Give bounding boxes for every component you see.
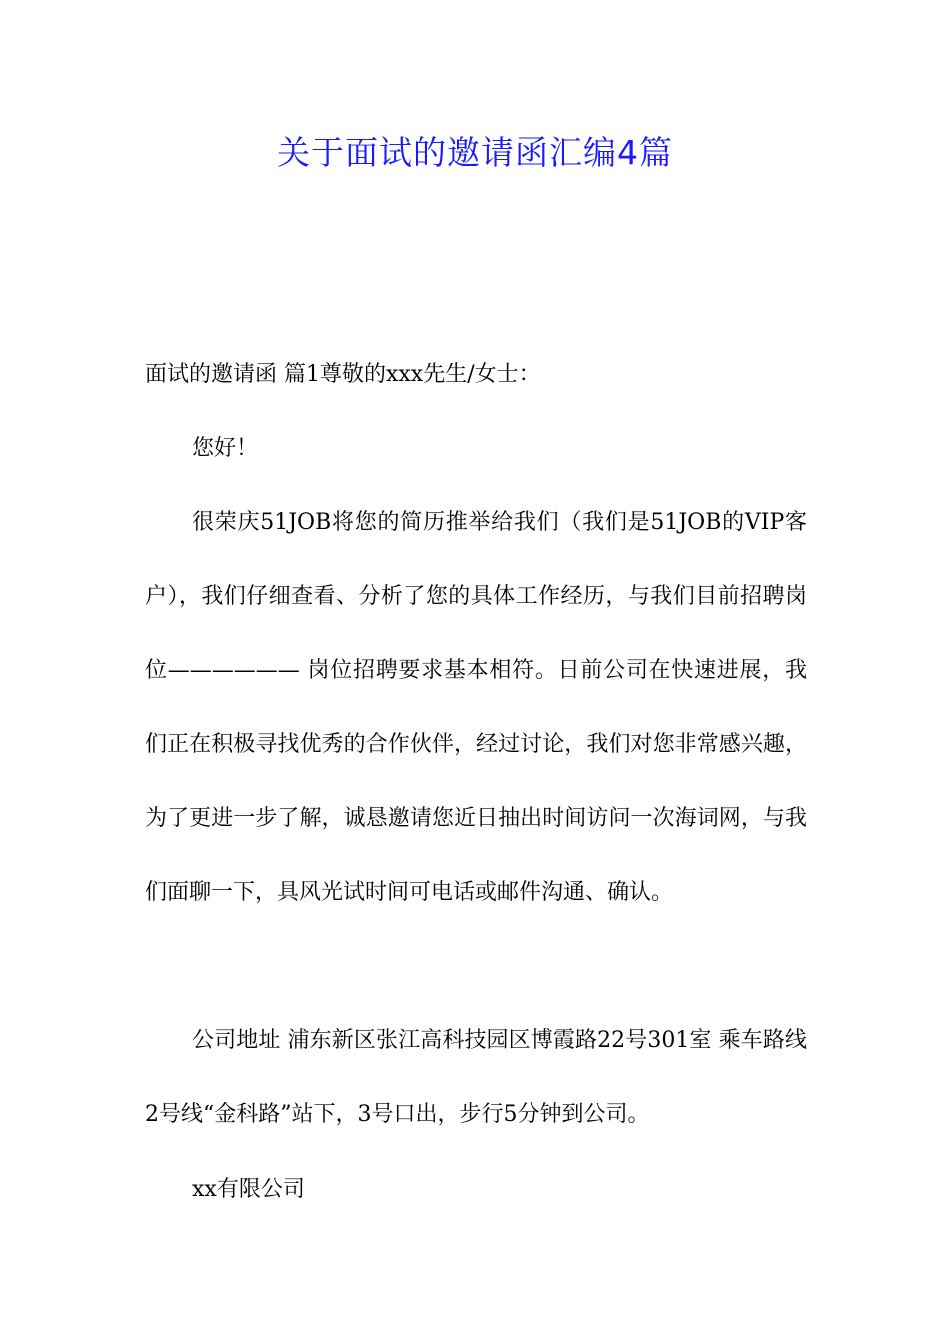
paragraph-2: 您好！ — [192, 436, 259, 461]
paragraph-address — [145, 1004, 807, 1152]
paragraph-5: xx有限公司 — [192, 1177, 305, 1202]
paragraph-salutation — [145, 412, 807, 486]
paragraph-3: 很荣庆51JOB将您的简历推举给我们（我们是51JOB的VIP客户），我们仔细查看、分析了您的具体工作经历，与我们目前招聘岗位—————— 岗位招聘要求基本相符。日前公司在快速进展，我们正在积极寻找优秀的合作伙伴，经过讨论，我们对您非常感兴趣，为了更进一步了解，诚恳邀请您近日抽出时间访问一次海词网，与我们面聊一下，具风光试时间可电话或邮件沟通、确认。 — [145, 510, 807, 905]
paragraph-4: 公司地址 浦东新区张江高科技园区博霞路22号301室 乘车路线 2号线“金科路”站下，3号口出，步行5分钟到公司。 — [145, 1028, 807, 1127]
paragraph-signature — [145, 1153, 807, 1227]
paragraph-main-body — [145, 486, 807, 930]
paragraph-greeting-header — [145, 338, 807, 412]
document-title: 关于面试的邀请函汇编4篇 — [277, 133, 673, 172]
paragraph-1: 面试的邀请函 篇1尊敬的xxx先生/女士： — [145, 362, 541, 387]
